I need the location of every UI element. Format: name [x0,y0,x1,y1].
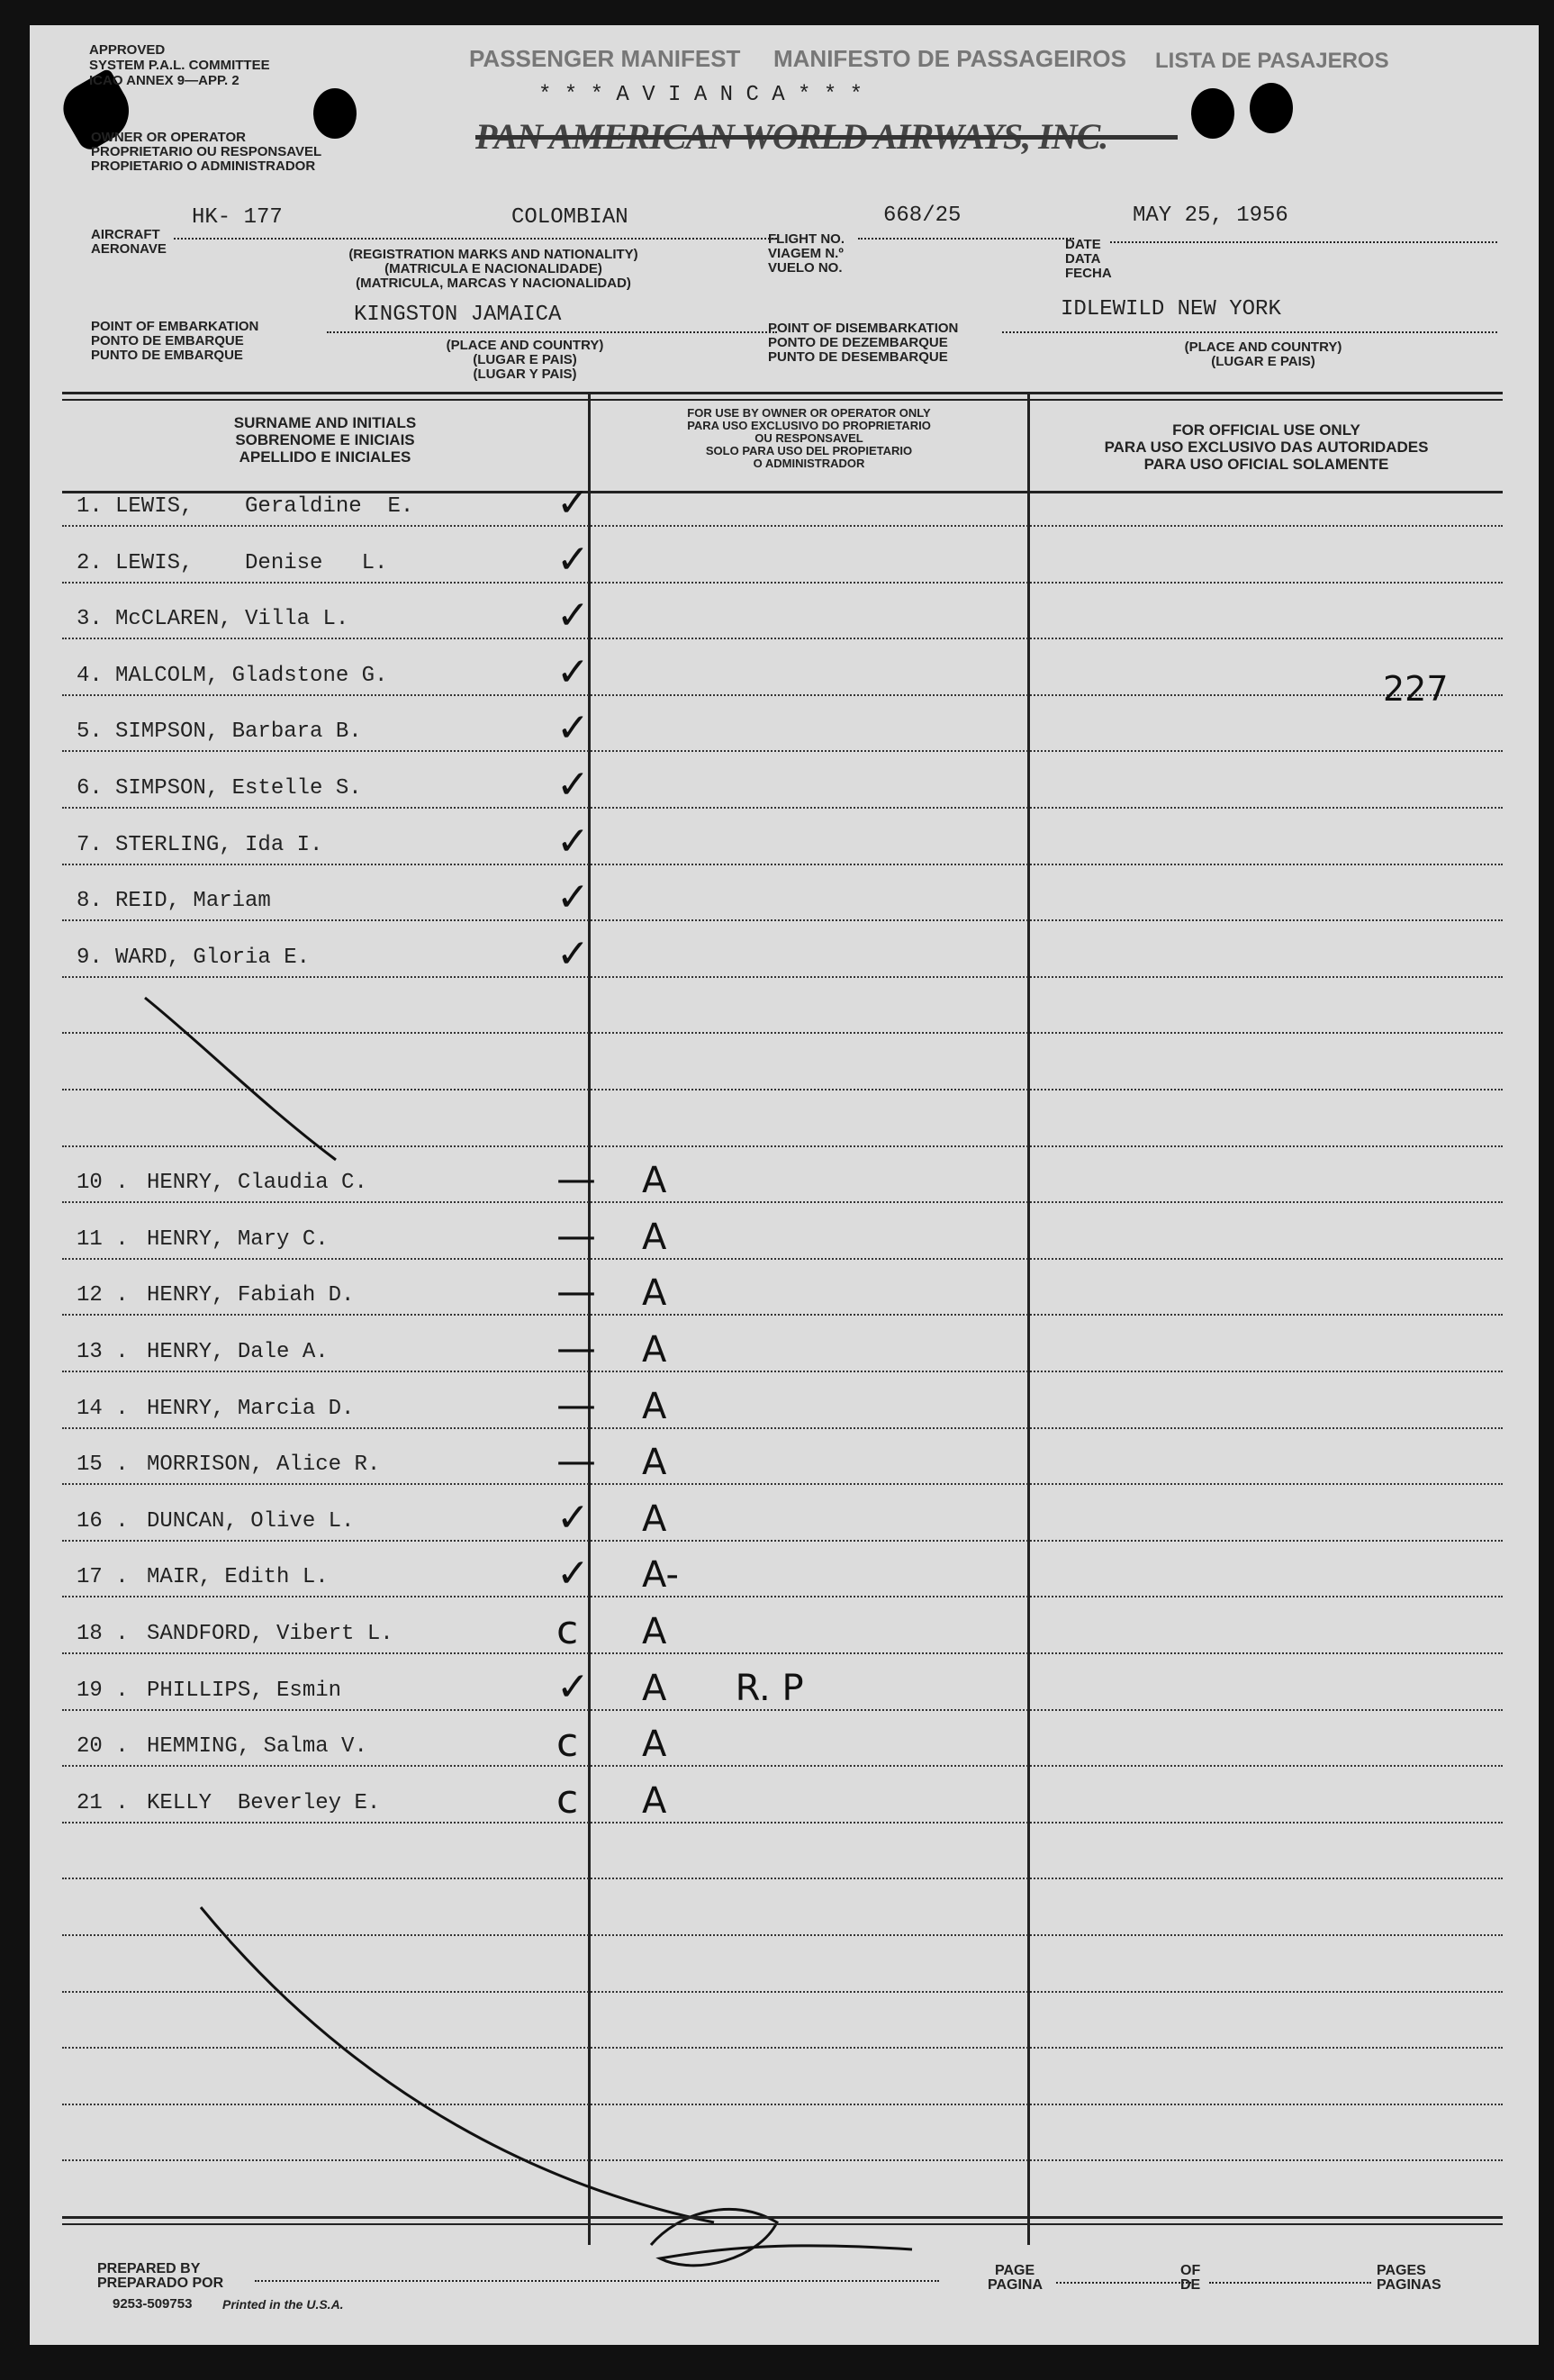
passenger-number: 3. [77,607,103,631]
passenger-name: STERLING, Ida I. [115,833,323,857]
flight-date: MAY 25, 1956 [1133,204,1288,228]
names-header-line: SURNAME AND INITIALS [233,414,417,431]
owner-header-line: FOR USE BY OWNER OR OPERATOR ONLY [687,406,931,420]
passenger-number: 4. [77,664,103,688]
passenger-number: 8. [77,889,103,913]
check-mark: ✓ [556,649,590,695]
passenger-number: 9. [77,946,103,970]
printed-in: Printed in the U.S.A. [222,2297,344,2312]
handwritten-strokes [30,25,1539,2345]
disembark-label: PUNTO DE DESEMBARQUE [768,349,948,365]
owner-header-line: OU RESPONSAVEL [754,431,863,445]
check-mark: ✓ [556,762,590,808]
status-code: A [642,1329,667,1371]
check-mark: c [556,1777,579,1823]
title-en: PASSENGER MANIFEST [469,45,741,72]
operator-printed: PAN AMERICAN WORLD AIRWAYS, INC. [475,116,1108,157]
registration-caption: (MATRICULA, MARCAS Y NACIONALIDAD) [356,276,631,291]
embark-caption: (LUGAR E PAIS) [473,352,577,367]
title-es: LISTA DE PASAJEROS [1155,49,1389,73]
registration: HK- 177 [192,205,283,230]
owner-label: OWNER OR OPERATOR [91,130,246,145]
check-mark: — [556,1269,596,1315]
owner-label: PROPIETARIO O ADMINISTRADOR [91,158,316,174]
check-mark: ✓ [556,593,590,638]
of-label: OF [1180,2263,1201,2278]
status-code: A [642,1498,667,1540]
passenger-name: MALCOLM, Gladstone G. [115,664,388,688]
passenger-name: KELLY Beverley E. [147,1791,381,1815]
footer-rule [62,2223,1503,2225]
passenger-name: LEWIS, Geraldine E. [115,494,414,519]
status-code: A [642,1217,667,1258]
check-mark: ✓ [556,819,590,864]
check-mark: — [556,1156,596,1202]
check-mark: ✓ [556,537,590,583]
passenger-number: 6. [77,776,103,801]
passenger-name: HENRY, Dale A. [147,1340,329,1364]
date-label: DATE [1065,237,1101,252]
pages-label: PAGES [1377,2263,1426,2278]
registration-caption: (MATRICULA E NACIONALIDADE) [384,261,602,276]
embark-label: PUNTO DE EMBARQUE [91,348,243,363]
check-mark: ✓ [556,1551,590,1597]
passenger-number: 20 . [77,1734,129,1759]
passenger-number: 2. [77,551,103,575]
status-code: A [642,1442,667,1483]
passenger-name: REID, Mariam [115,889,271,913]
passenger-name: MAIR, Edith L. [147,1565,329,1589]
passenger-number: 12 . [77,1283,129,1308]
check-mark: ✓ [556,1664,590,1710]
footer-rule [62,2216,1503,2219]
embark-label: POINT OF EMBARKATION [91,319,259,334]
pages-label: PAGINAS [1377,2277,1441,2293]
check-mark: — [556,1438,596,1484]
owner-header-line: O ADMINISTRADOR [753,457,865,470]
check-mark: ✓ [556,874,590,920]
status-code: A- [642,1554,679,1596]
page-label: PAGINA [988,2277,1044,2293]
passenger-name: McCLAREN, Villa L. [115,607,349,631]
embark-caption: (LUGAR Y PAIS) [473,367,577,382]
passenger-number: 1. [77,494,103,519]
check-mark: — [556,1382,596,1428]
passenger-name: WARD, Gloria E. [115,946,311,970]
passenger-name: MORRISON, Alice R. [147,1452,381,1477]
date-label: DATA [1065,251,1101,267]
flight-number: 668/25 [883,204,962,228]
disembarkation-point: IDLEWILD NEW YORK [1061,297,1281,321]
passenger-number: 17 . [77,1565,129,1589]
official-note: 227 [1383,669,1449,709]
aircraft-label: AERONAVE [91,241,167,257]
of-label: DE [1180,2277,1201,2293]
check-mark: c [556,1607,579,1653]
passenger-number: 7. [77,833,103,857]
check-mark: ✓ [556,931,590,977]
owner-label: PROPRIETARIO OU RESPONSAVEL [91,144,322,159]
form-number: 9253-509753 [113,2296,193,2312]
passenger-name: HENRY, Fabiah D. [147,1283,355,1308]
date-label: FECHA [1065,266,1112,281]
passenger-name: HENRY, Mary C. [147,1227,329,1252]
official-header-line: FOR OFFICIAL USE ONLY [1172,421,1360,439]
passenger-number: 14 . [77,1397,129,1421]
disembark-caption: (PLACE AND COUNTRY) [1184,339,1342,355]
passenger-number: 13 . [77,1340,129,1364]
title-pt: MANIFESTO DE PASSAGEIROS [773,45,1126,72]
status-code: A [642,1386,667,1427]
status-code: A [642,1780,667,1822]
page-line [1056,2282,1191,2284]
prepared-line [255,2280,939,2282]
passenger-name: DUNCAN, Olive L. [147,1509,355,1534]
passenger-number: 5. [77,719,103,744]
page-label: PAGE [995,2263,1035,2278]
prepared-label: PREPARADO POR [97,2276,224,2291]
registration-caption: (REGISTRATION MARKS AND NATIONALITY) [348,247,638,262]
passenger-number: 11 . [77,1227,129,1252]
disembark-label: POINT OF DISEMBARKATION [768,321,959,336]
check-mark: — [556,1213,596,1259]
status-code: A [642,1724,667,1765]
flight-label: FLIGHT NO. [768,231,845,247]
passenger-name: LEWIS, Denise L. [115,551,388,575]
passenger-name: HENRY, Marcia D. [147,1397,355,1421]
approval-line: SYSTEM P.A.L. COMMITTEE [89,58,270,73]
owner-header-line: SOLO PARA USO DEL PROPIETARIO [705,444,913,457]
status-code: A [642,1160,667,1201]
official-header-line: PARA USO OFICIAL SOLAMENTE [1143,456,1389,473]
aircraft-label: AIRCRAFT [91,227,160,242]
embark-caption: (PLACE AND COUNTRY) [446,338,604,353]
passenger-number: 19 . [77,1679,129,1703]
disembark-label: PONTO DE DEZEMBARQUE [768,335,948,350]
passenger-name: HEMMING, Salma V. [147,1734,367,1759]
prepared-label: PREPARED BY [97,2261,201,2276]
passenger-number: 15 . [77,1452,129,1477]
check-mark: c [556,1720,579,1766]
pages-line [1209,2282,1371,2284]
passenger-number: 16 . [77,1509,129,1534]
nationality: COLOMBIAN [511,205,628,230]
passenger-number: 10 . [77,1171,129,1195]
passenger-name: SIMPSON, Barbara B. [115,719,362,744]
names-header-line: APELLIDO E INICIALES [239,448,411,466]
owner-header-line: PARA USO EXCLUSIVO DO PROPRIETARIO [687,419,931,432]
approval-line: APPROVED [89,42,166,58]
status-code: A R. P [642,1668,804,1709]
flight-label: VUELO NO. [768,260,843,276]
flight-label: VIAGEM N.º [768,246,844,261]
official-header-line: PARA USO EXCLUSIVO DAS AUTORIDADES [1104,439,1429,456]
passenger-name: HENRY, Claudia C. [147,1171,367,1195]
passenger-name: PHILLIPS, Esmin [147,1679,342,1703]
check-mark: — [556,1326,596,1371]
passenger-number: 18 . [77,1622,129,1646]
passenger-name: SANDFORD, Vibert L. [147,1622,393,1646]
passenger-name: SIMPSON, Estelle S. [115,776,362,801]
passenger-number: 21 . [77,1791,129,1815]
check-mark: ✓ [556,705,590,751]
status-code: A [642,1611,667,1652]
manifest-page [30,25,1539,2345]
check-mark: ✓ [556,1495,590,1541]
embark-label: PONTO DE EMBARQUE [91,333,244,348]
check-mark: ✓ [556,480,590,526]
names-header-line: SOBRENOME E INICIAIS [235,431,415,448]
operator-typed: * * * A V I A N C A * * * [538,83,863,107]
approval-line: ICAO ANNEX 9—APP. 2 [89,73,239,88]
disembark-caption: (LUGAR E PAIS) [1211,354,1315,369]
embarkation-point: KINGSTON JAMAICA [354,303,562,327]
status-code: A [642,1272,667,1314]
